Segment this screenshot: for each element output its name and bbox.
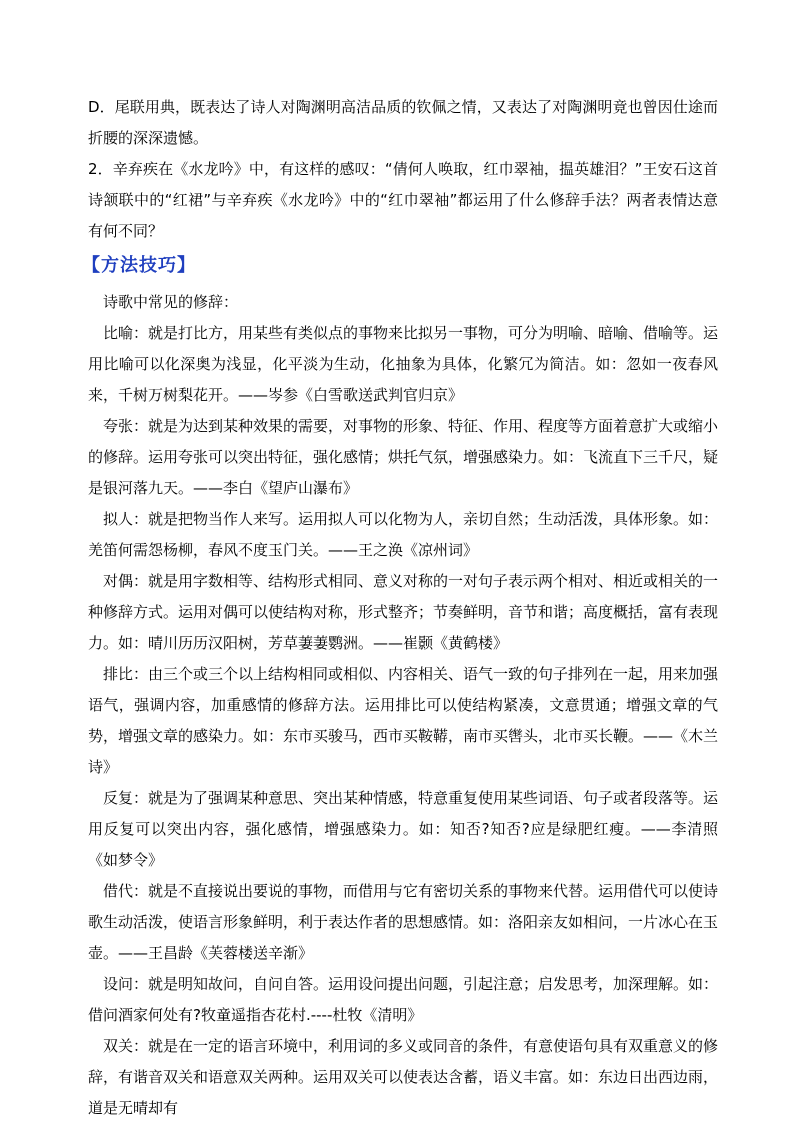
rhetoric-item-antithesis: 对偶：就是用字数相等、结构形式相同、意义对称的一对句子表示两个相对、相近或相关的一种修辞方式。运用对偶可以使结构对称，形式整齐；节奏鲜明，音节和谐；高度概括，富有表现力。如：晴川历历汉阳树，芳草萋萋鹦洲。——崔颢《黄鹤楼》 [88,572,719,652]
question-2: 2．辛弃疾在《水龙吟》中，有这样的感叹：“倩何人唤取，红巾翠袖，揾英雄泪？”王安石这首诗颔联中的“红裙”与辛弃疾《水龙吟》中的“红巾翠袖”都运用了什么修辞手法？两者表情达意有何不同？ [88,160,718,240]
rhetoric-item-repetition: 反复：就是为了强调某种意思、突出某种情感，特意重复使用某些词语、句子或者段落等。运用反复可以突出内容，强化感情，增强感染力。如：知否?知否?应是绿肥红瘦。——李清照《如梦令》 [88,789,719,869]
rhetoric-item-parallelism: 排比：由三个或三个以上结构相同或相似、内容相关、语气一致的句子排列在一起，用来加强语气，强调内容，加重感情的修辞方法。运用排比可以使结构紧凑，文意贯通；增强文章的气势，增强文章的感染力。如：东市买骏马，西市买鞍鞯，南市买辔头，北市买长鞭。——《木兰诗》 [88,665,719,776]
question-d-option: D．尾联用典，既表达了诗人对陶渊明高洁品质的钦佩之情，又表达了对陶渊明竟也曾因仕途而折腰的深深遗憾。 [88,98,718,147]
rhetoric-intro: 诗歌中常见的修辞： [103,293,239,311]
rhetoric-item-hyperbole: 夸张：就是为达到某种效果的需要，对事物的形象、特征、作用、程度等方面着意扩大或缩小的修辞。运用夸张可以突出特征，强化感情；烘托气氛，增强感染力。如：飞流直下三千尺，疑是银河落九天。——李白《望庐山瀑布》 [88,417,719,497]
rhetoric-item-metonymy: 借代：就是不直接说出要说的事物，而借用与它有密切关系的事物来代替。运用借代可以使诗歌生动活泼，使语言形象鲜明，利于表达作者的思想感情。如：洛阳亲友如相问，一片冰心在玉壶。——王昌龄《芙蓉楼送辛渐》 [88,882,719,962]
section-heading-method-tips: 【方法技巧】 [82,255,196,276]
rhetoric-item-personification: 拟人：就是把物当作人来写。运用拟人可以化物为人，亲切自然；生动活泼，具体形象。如：羌笛何需怨杨柳，春风不度玉门关。——王之涣《凉州词》 [88,510,719,559]
document-content [82,92,719,1124]
rhetoric-item-metaphor: 比喻：就是打比方，用某些有类似点的事物来比拟另一事物，可分为明喻、暗喻、借喻等。运用比喻可以化深奥为浅显，化平淡为生动，化抽象为具体，化繁冗为简洁。如：忽如一夜春风来，千树万树梨花开。——岑参《白雪歌送武判官归京》 [88,324,719,404]
rhetoric-item-pun: 双关：就是在一定的语言环境中，利用词的多义或同音的条件，有意使语句具有双重意义的修辞，有谐音双关和语意双关两种。运用双关可以使表达含蓄，语义丰富。如：东边日出西边雨，道是无晴却有 [88,1037,719,1117]
rhetoric-item-rhetorical-question: 设问：就是明知故问，自问自答。运用设问提出问题，引起注意；启发思考，加深理解。如：借问酒家何处有?牧童遥指杏花村.----杜牧《清明》 [88,975,719,1024]
